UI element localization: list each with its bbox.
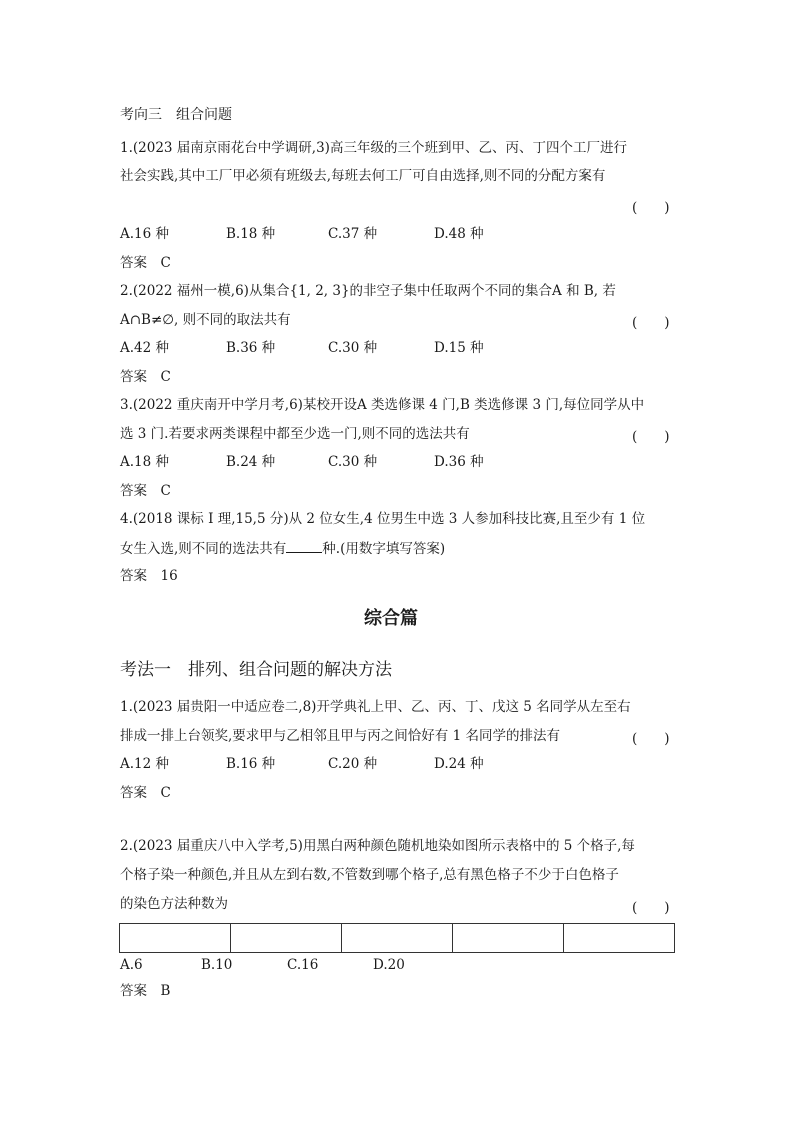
answer-bracket: ( ) [632,429,670,445]
option-b: B.24 种 [226,454,276,470]
option-d: D.20 [373,957,405,973]
answer-bracket: ( ) [632,731,670,747]
option-a: A.16 种 [120,226,170,242]
question-4-text-after-blank: 种.(用数字填写答案) [322,541,446,557]
question-1-line-2: 社会实践,其中工厂甲必须有班级去,每班去何工厂可自由选择,则不同的分配方案有 [120,168,606,184]
option-b: B.18 种 [226,226,276,242]
fill-in-blank[interactable] [286,540,322,553]
answer-bracket: ( ) [632,900,670,916]
option-c: C.16 [287,957,319,973]
method-title: 考法一 排列、组合问题的解决方法 [120,660,392,680]
method-1-question-2-line-2: 个格子染一种颜色,并且从左到右数,不管数到哪个格子,总有黑色格子不少于白色格子 [120,867,619,883]
method-1-question-2-line-1: 2.(2023 届重庆八中入学考,5)用黑白两种颜色随机地染如图所示表格中的 5 个格子,每 [120,838,635,854]
option-b: B.36 种 [226,340,276,356]
option-d: D.48 种 [434,226,484,242]
method-1-question-1-line-1: 1.(2023 届贵阳一中适应卷二,8)开学典礼上甲、乙、丙、丁、戊这 5 名同学从左至右 [120,699,631,715]
question-3-line-2: 选 3 门.若要求两类课程中都至少选一门,则不同的选法共有 [120,426,470,442]
option-c: C.30 种 [328,454,378,470]
option-b: B.16 种 [226,756,276,772]
option-a: A.42 种 [120,340,170,356]
answer-line: 答案 C [120,483,171,499]
method-1-question-1-line-2: 排成一排上台领奖,要求甲与乙相邻且甲与丙之间恰好有 1 名同学的排法有 [120,728,560,744]
question-4-line-1: 4.(2018 课标 I 理,15,5 分)从 2 位女生,4 位男生中选 3 人参加科技比赛,且至少有 1 位 [120,511,646,527]
answer-line: 答案 B [120,983,171,999]
grid-cell[interactable] [231,924,342,952]
question-2-line-2: A∩B≠∅, 则不同的取法共有 [120,312,291,328]
answer-line: 答案 C [120,369,171,385]
method-1-question-2-line-3: 的染色方法种数为 [120,896,228,912]
answer-line: 答案 C [120,785,171,801]
option-c: C.30 种 [328,340,378,356]
answer-bracket: ( ) [632,200,670,216]
grid-cell[interactable] [120,924,231,952]
option-a: A.6 [120,957,143,973]
answer-line: 答案 C [120,255,171,271]
option-b: B.10 [201,957,233,973]
question-1-line-1: 1.(2023 届南京雨花台中学调研,3)高三年级的三个班到甲、乙、丙、丁四个工厂进行 [120,140,627,156]
grid-cell[interactable] [342,924,453,952]
option-c: C.20 种 [328,756,378,772]
coloring-grid-table [119,923,675,953]
option-a: A.12 种 [120,756,170,772]
option-c: C.37 种 [328,226,378,242]
part-title: 综合篇 [364,608,418,629]
answer-bracket: ( ) [632,315,670,331]
option-d: D.36 种 [434,454,484,470]
question-4-text-before-blank: 女生入选,则不同的选法共有 [120,541,287,557]
grid-cell[interactable] [453,924,564,952]
question-4-line-2 [120,540,445,557]
question-2-line-1: 2.(2022 福州一模,6)从集合{1, 2, 3}的非空子集中任取两个不同的集合A 和 B, 若 [120,283,616,299]
option-d: D.24 种 [434,756,484,772]
question-3-line-1: 3.(2022 重庆南开中学月考,6)某校开设A 类选修课 4 门,B 类选修课 3 门,每位同学从中 [120,397,645,413]
grid-cell[interactable] [564,924,674,952]
option-a: A.18 种 [120,454,170,470]
section-title: 考向三 组合问题 [120,107,232,123]
answer-line: 答案 16 [120,568,178,584]
option-d: D.15 种 [434,340,484,356]
